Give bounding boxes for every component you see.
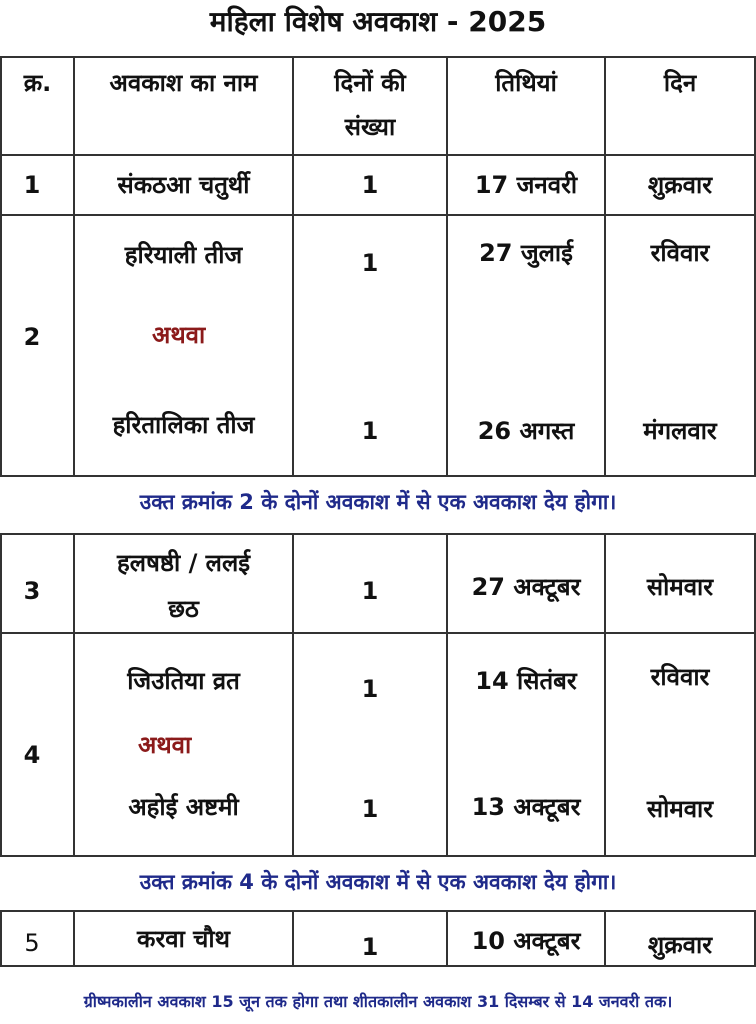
row-sno: 5 <box>24 929 40 957</box>
holiday-date: 14 सितंबर <box>475 667 577 695</box>
holiday-day: मंगलवार <box>643 417 717 445</box>
header-days-line2: संख्या <box>344 113 396 141</box>
holiday-day: रविवार <box>650 663 710 691</box>
note-4-bottom-border <box>0 910 756 912</box>
days-count: 1 <box>361 577 379 605</box>
row-5-bottom-border <box>0 965 756 967</box>
holiday-name: हरितालिका तीज <box>112 411 255 439</box>
or-label: अथवा <box>152 321 206 349</box>
row-sno: 3 <box>23 577 41 605</box>
days-count: 1 <box>361 249 379 277</box>
row-sno: 2 <box>23 323 41 351</box>
header-dates: तिथियां <box>495 69 557 97</box>
holiday-date: 27 जुलाई <box>479 239 573 267</box>
holiday-name: करवा चौथ <box>137 925 230 953</box>
row-4-bottom-border <box>0 855 756 857</box>
row-2-bottom-border <box>0 475 756 477</box>
holiday-date: 17 जनवरी <box>474 171 578 199</box>
days-count: 1 <box>361 171 379 199</box>
row-1-bottom-border <box>0 214 756 216</box>
holiday-date: 10 अक्टूबर <box>471 927 581 955</box>
holiday-day: सोमवार <box>646 573 714 601</box>
col-divider <box>0 56 2 476</box>
note-row-2: उक्त क्रमांक 2 के दोनों अवकाश में से एक अवकाश देय होगा। <box>139 490 617 514</box>
holiday-date: 27 अक्टूबर <box>471 573 581 601</box>
holiday-day: शुक्रवार <box>647 171 713 199</box>
row-sno: 1 <box>23 171 41 199</box>
holiday-name-line2: छठ <box>168 595 199 623</box>
header-sno: क्र. <box>23 69 52 97</box>
header-days-line1: दिनों की <box>334 69 406 97</box>
days-count: 1 <box>361 933 379 961</box>
holiday-name: जिउतिया व्रत <box>127 667 240 695</box>
header-bottom-border <box>0 154 756 156</box>
holiday-day: रविवार <box>650 239 710 267</box>
holiday-date: 13 अक्टूबर <box>471 793 581 821</box>
header-day: दिन <box>663 69 697 97</box>
page-title: महिला विशेष अवकाश - 2025 <box>209 5 547 38</box>
holiday-date: 26 अगस्त <box>477 417 575 445</box>
row-sno: 4 <box>23 741 41 769</box>
holiday-name: हलषष्ठी / ललई <box>116 549 251 577</box>
or-label: अथवा <box>138 731 192 759</box>
table-top-border <box>0 56 756 58</box>
holiday-day: सोमवार <box>646 795 714 823</box>
holiday-day: शुक्रवार <box>647 931 713 959</box>
note-row-4: उक्त क्रमांक 4 के दोनों अवकाश में से एक अवकाश देय होगा। <box>139 870 617 894</box>
footer-note: ग्रीष्मकालीन अवकाश 15 जून तक होगा तथा शीतकालीन अवकाश 31 दिसम्बर से 14 जनवरी तक। <box>83 992 673 1011</box>
days-count: 1 <box>361 417 379 445</box>
days-count: 1 <box>361 795 379 823</box>
note-2-bottom-border <box>0 533 756 535</box>
holiday-name: अहोई अष्टमी <box>128 793 239 821</box>
header-holiday-name: अवकाश का नाम <box>109 69 258 97</box>
days-count: 1 <box>361 675 379 703</box>
holiday-name: हरियाली तीज <box>124 241 243 269</box>
holiday-name: संकठआ चतुर्थी <box>117 171 250 199</box>
row-3-bottom-border <box>0 632 756 634</box>
